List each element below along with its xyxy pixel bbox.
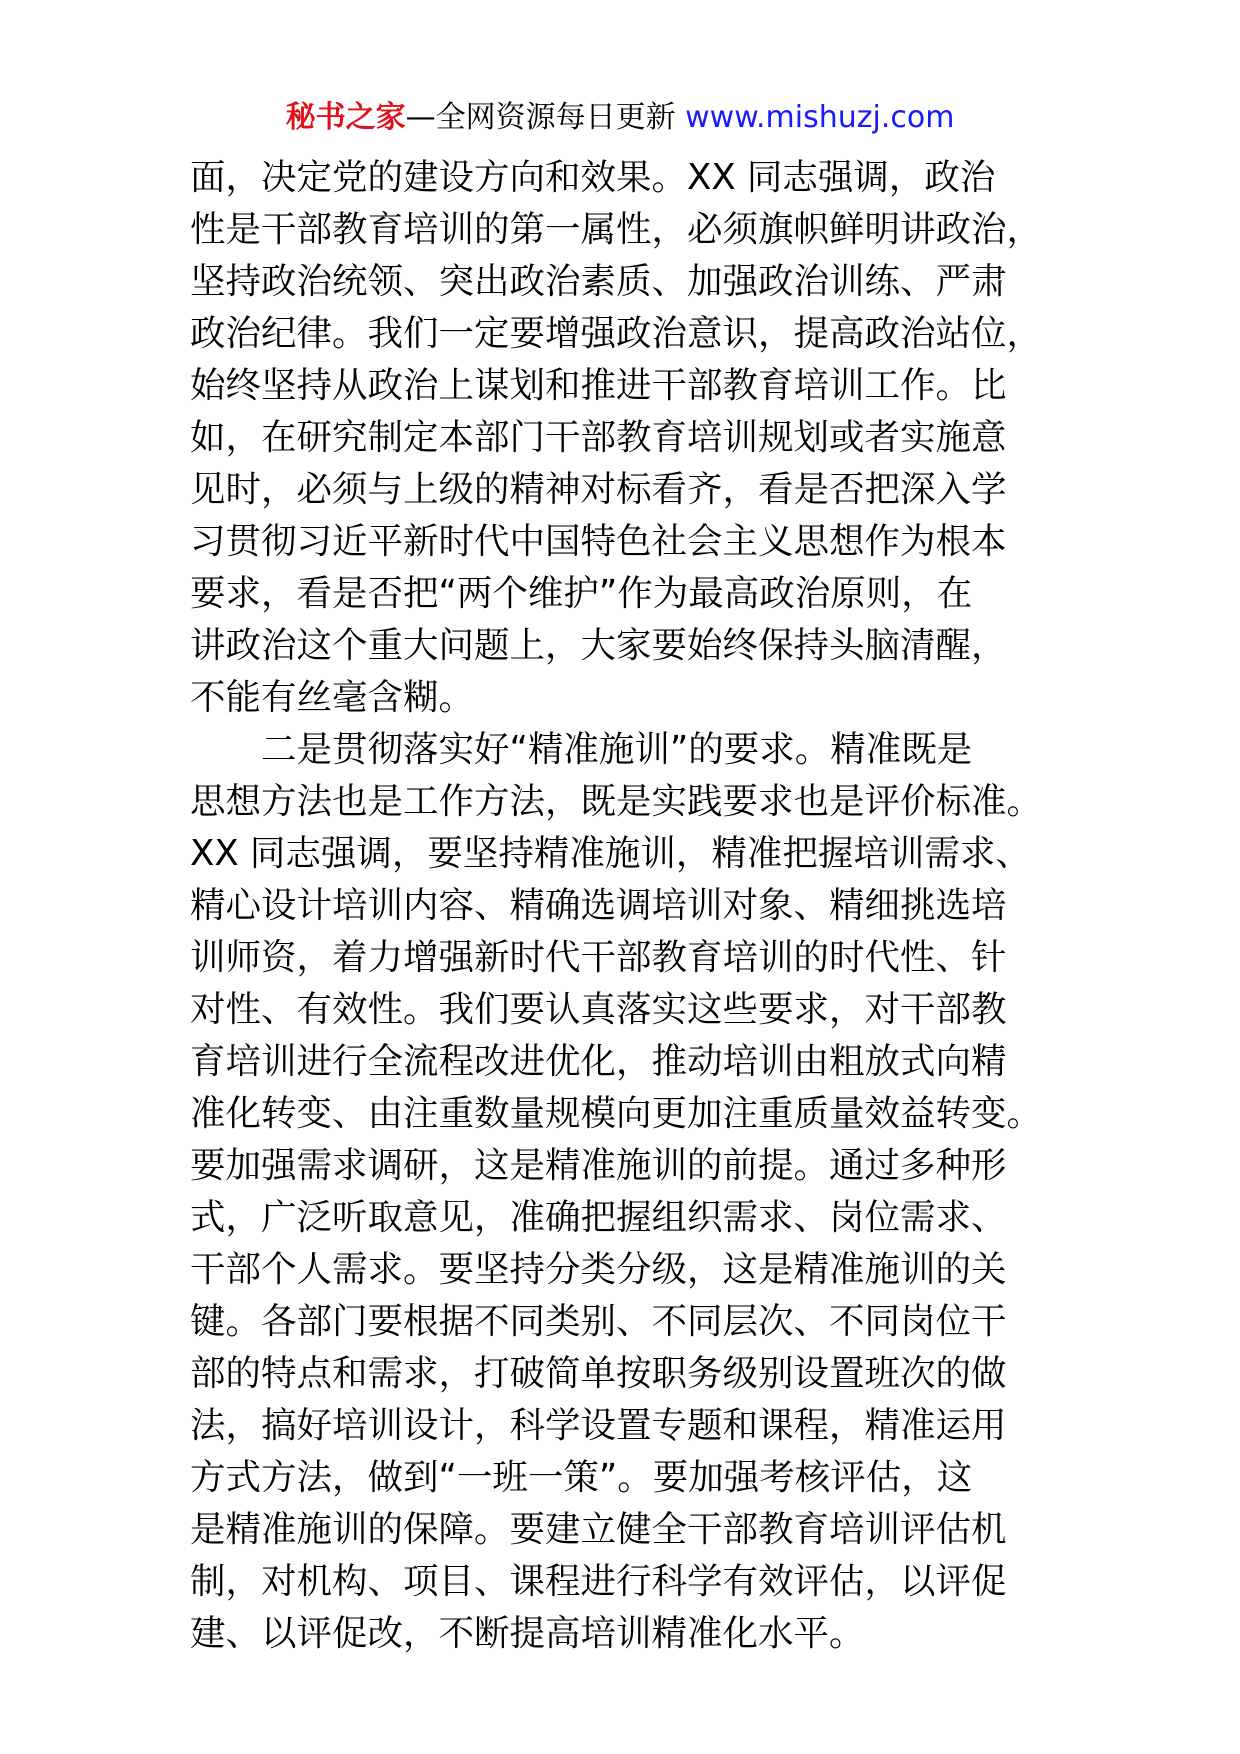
text-line: 干部个人需求。要坚持分类分级，这是精准施训的关 — [190, 1249, 1007, 1290]
text-line: 制，对机构、项目、课程进行科学有效评估，以评促 — [190, 1561, 1007, 1602]
text-line: 如，在研究制定本部门干部教育培训规划或者实施意 — [190, 417, 1007, 458]
text-line: 部的特点和需求，打破简单按职务级别设置班次的做 — [190, 1353, 1007, 1394]
text-line: 要加强需求调研，这是精准施训的前提。通过多种形 — [190, 1145, 1007, 1186]
text-line: 面，决定党的建设方向和效果。XX 同志强调，政治 — [190, 157, 996, 198]
paragraph-start-line: 二是贯彻落实好“精准施训”的要求。精准既是 — [261, 729, 973, 770]
text-line: 对性、有效性。我们要认真落实这些要求，对干部教 — [190, 989, 1007, 1030]
site-brand: 秘书之家 — [285, 100, 406, 135]
text-line: 法，搞好培训设计，科学设置专题和课程，精准运用 — [190, 1405, 1007, 1446]
document-body — [190, 152, 1070, 1660]
text-line: 政治纪律。我们一定要增强政治意识，提高政治站位， — [190, 313, 1043, 354]
text-line: 是精准施训的保障。要建立健全干部教育培训评估机 — [190, 1509, 1007, 1550]
text-line: 育培训进行全流程改进优化，推动培训由粗放式向精 — [190, 1041, 1007, 1082]
site-tagline: —全网资源每日更新 — [405, 100, 686, 135]
text-line: 性是干部教育培训的第一属性，必须旗帜鲜明讲政治， — [190, 209, 1043, 250]
text-line: 习贯彻习近平新时代中国特色社会主义思想作为根本 — [190, 521, 1007, 562]
text-line: 讲政治这个重大问题上，大家要始终保持头脑清醒， — [190, 625, 1007, 666]
text-line: 见时，必须与上级的精神对标看齐，看是否把深入学 — [190, 469, 1007, 510]
text-line: 建、以评促改，不断提高培训精准化水平。 — [190, 1613, 865, 1654]
text-line: 要求，看是否把“两个维护”作为最高政治原则，在 — [190, 573, 973, 614]
site-url-link[interactable]: www.mishuzj.com — [685, 100, 955, 135]
text-line: XX 同志强调，要坚持精准施训，精准把握培训需求、 — [190, 833, 1031, 874]
text-line: 准化转变、由注重数量规模向更加注重质量效益转变。 — [190, 1093, 1043, 1134]
text-line: 训师资，着力增强新时代干部教育培训的时代性、针 — [190, 937, 1007, 978]
text-line: 精心设计培训内容、精确选调培训对象、精细挑选培 — [190, 885, 1007, 926]
text-line: 式，广泛听取意见，准确把握组织需求、岗位需求、 — [190, 1197, 1007, 1238]
text-line: 不能有丝毫含糊。 — [190, 677, 475, 718]
text-line: 坚持政治统领、突出政治素质、加强政治训练、严肃 — [190, 261, 1007, 302]
text-line: 键。各部门要根据不同类别、不同层次、不同岗位干 — [190, 1301, 1007, 1342]
text-line: 始终坚持从政治上谋划和推进干部教育培训工作。比 — [190, 365, 1007, 406]
text-line: 思想方法也是工作方法，既是实践要求也是评价标准。 — [190, 781, 1043, 822]
text-line: 方式方法，做到“一班一策”。要加强考核评估，这 — [190, 1457, 973, 1498]
site-header — [0, 98, 1240, 138]
